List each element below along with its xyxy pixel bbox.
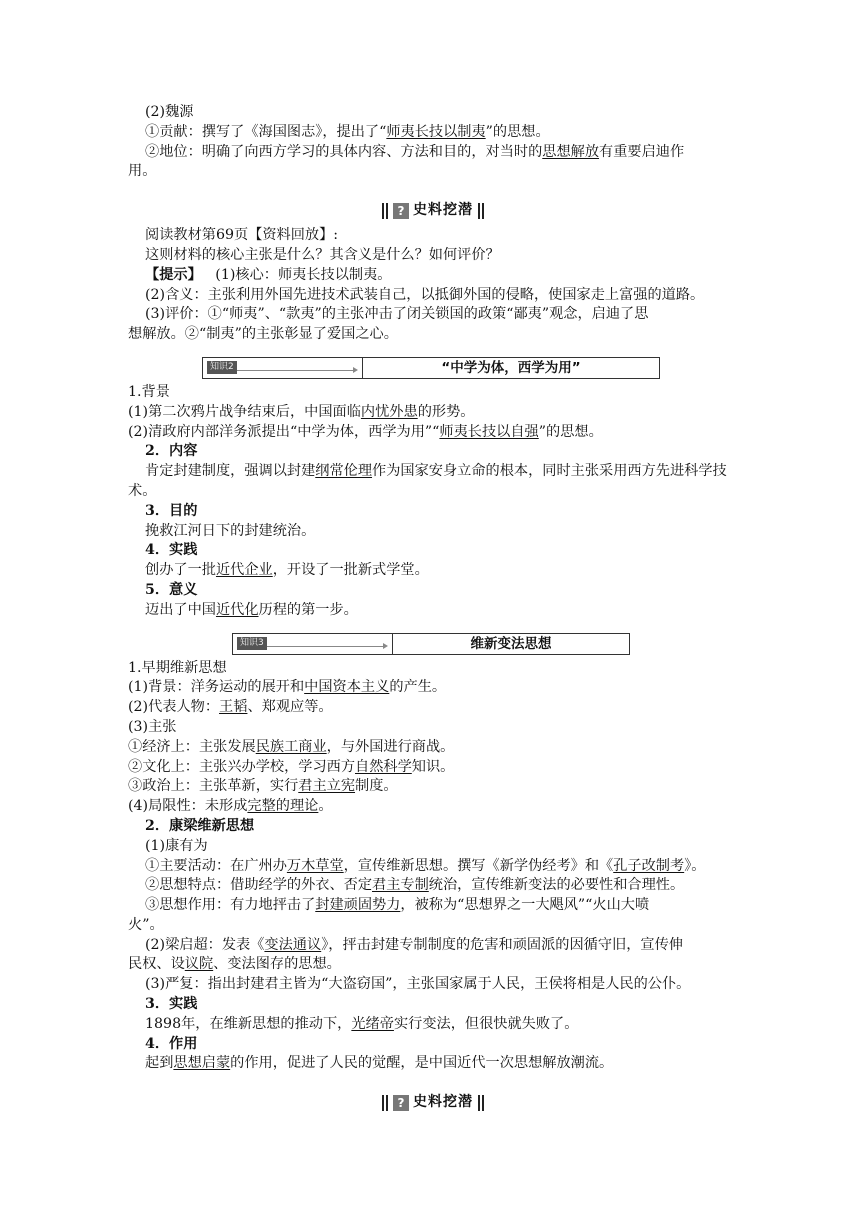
k2-content: 肯定封建制度，强调以封建纲常伦理作为国家安身立命的根本，同时主张采用西方先进科学技术。 (128, 463, 727, 499)
k3-early-3c: ③政治上：主张革新，实行君主立宪制度。 (128, 778, 398, 795)
k3-effect-heading: 4．作用 (145, 1035, 198, 1052)
wei-heading: (2)魏源 (145, 104, 194, 120)
knowledge-2-header (202, 357, 660, 379)
wei-status-cont: 用。 (128, 163, 157, 180)
k3-liang-cont: 民权、设议院、变法图存的思想。 (128, 956, 341, 973)
wei-status: ②地位：明确了向西方学习的具体内容、方法和目的，对当时的思想解放有重要启迪作 (145, 143, 685, 160)
k3-early-1: (1)背景：洋务运动的展开和中国资本主义的产生。 (128, 679, 447, 696)
knowledge-2-title: “中学为体，西学为用” (441, 359, 581, 376)
k3-early-4: (4)局限性：未形成完整的理论。 (128, 798, 333, 815)
k3-kang-a: ①主要活动：在广州办万木草堂，宣传维新思想。撰写《新学伪经考》和《孔子改制考》。 (145, 857, 706, 874)
source-mining-banner: ? 史料挖潜 (128, 198, 738, 224)
k3-kangliang-heading: 2．康梁维新思想 (145, 817, 255, 834)
k2-significance: 迈出了中国近代化历程的第一步。 (145, 601, 358, 618)
k2-purpose-heading: 3．目的 (145, 502, 198, 519)
hint-3: (3)评价：①“师夷”、“款夷”的主张冲击了闭关锁国的政策“鄙夷”观念，启迪了思 (145, 306, 649, 323)
question: 这则材料的核心主张是什么？其含义是什么？如何评价？ (145, 246, 500, 263)
hint-2: (2)含义：主张利用外国先进技术武装自己，以抵御外国的侵略，使国家走上富强的道路。 (145, 286, 705, 303)
source-mining-banner-2: ? 史料挖潜 (128, 1090, 738, 1116)
k3-practice: 1898年，在维新思想的推动下，光绪帝实行变法，但很快就失败了。 (145, 1015, 579, 1032)
knowledge-3-title: 维新变法思想 (470, 635, 552, 652)
k3-early-3: (3)主张 (128, 718, 177, 735)
k3-kang-b: ②思想特点：借助经学的外衣、否定君主专制统治，宣传维新变法的必要性和合理性。 (145, 877, 685, 894)
k3-kang-c: ③思想作用：有力地抨击了封建顽固势力，被称为“思想界之一大飓风”“火山大喷 (145, 897, 650, 914)
arrow-right-icon (383, 643, 388, 649)
k2-purpose: 挽救江河日下的封建统治。 (145, 522, 316, 539)
k2-practice-heading: 4．实践 (145, 542, 198, 559)
knowledge-tag: 知识2 (207, 361, 237, 374)
arrow-right-icon (353, 367, 358, 373)
k2-background-heading: 1.背景 (128, 383, 170, 400)
question-square-icon: ? (393, 203, 409, 219)
document-page (128, 103, 738, 1118)
k2-practice: 创办了一批近代企业，开设了一批新式学堂。 (145, 562, 429, 579)
knowledge-3-header (232, 633, 630, 655)
k2-significance-heading: 5．意义 (145, 581, 198, 598)
hint-1: 【提示】 (1)核心：师夷长技以制夷。 (145, 266, 392, 283)
k3-effect: 起到思想启蒙的作用，促进了人民的觉醒，是中国近代一次思想解放潮流。 (145, 1055, 614, 1072)
k2-background-2: (2)清政府内部洋务派提出“中学为体，西学为用”“师夷长技以自强”的思想。 (128, 423, 603, 440)
k3-early-3a: ①经济上：主张发展民族工商业，与外国进行商战。 (128, 738, 455, 755)
k3-kang-heading: (1)康有为 (145, 837, 208, 854)
k3-kang-c-cont: 火”。 (128, 916, 164, 933)
k3-liang: (2)梁启超：发表《变法通议》，抨击封建专制制度的危害和顽固派的因循守旧，宣传伸 (145, 936, 683, 953)
k3-early-3b: ②文化上：主张兴办学校，学习西方自然科学知识。 (128, 758, 455, 775)
k2-background-1: (1)第二次鸦片战争结束后，中国面临内忧外患的形势。 (128, 403, 475, 420)
question-square-icon: ? (393, 1095, 409, 1111)
wei-contribution: ①贡献：撰写了《海国图志》，提出了“师夷长技以制夷”的思想。 (145, 123, 550, 140)
knowledge-tag: 知识3 (237, 637, 267, 650)
hint-3-cont: 想解放。②“制夷”的主张彰显了爱国之心。 (128, 326, 398, 343)
k3-early-heading: 1.早期维新思想 (128, 659, 227, 676)
k2-content-heading: 2．内容 (145, 443, 198, 460)
k3-practice-heading: 3．实践 (145, 996, 198, 1013)
k3-yanfu: (3)严复：指出封建君主皆为“大盗窃国”，主张国家属于人民，王侯将相是人民的公仆。 (145, 976, 691, 993)
k3-early-2: (2)代表人物：王韬、郑观应等。 (128, 699, 333, 716)
read-instruction: 阅读教材第69页【资料回放】: (145, 227, 339, 244)
